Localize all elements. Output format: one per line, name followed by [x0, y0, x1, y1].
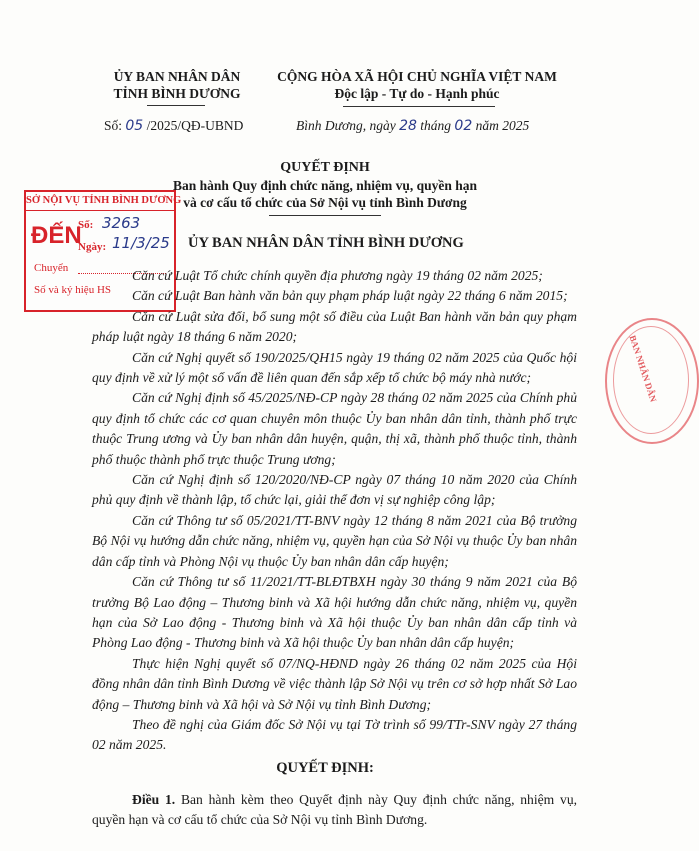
article-1 — [92, 790, 577, 830]
preamble-item: Căn cứ Luật Tổ chức chính quyền địa phương ngày 19 tháng 02 năm 2025; — [132, 268, 543, 283]
preamble-item: Căn cứ Thông tư số 11/2021/TT-BLĐTBXH ngày 30 tháng 9 năm 2021 của Bộ trưởng Bộ Lao động – Thương binh và Xã hội hướng dẫn chức năng, nhiệm vụ, quyền hạn của Sở Lao động - Thương binh và Xã hội thuộc Ủy ban nhân dân cấp tỉnh và Phòng Lao động - Thương binh và Xã hội thuộc Ủy ban nhân dân cấp huyện; — [92, 574, 577, 651]
stamp-so-value: 3263 — [102, 214, 141, 232]
article-1-label: Điều 1. — [132, 792, 176, 807]
issuer-block — [92, 68, 262, 102]
stamp-den: ĐẾN — [31, 222, 82, 249]
preamble-item: Thực hiện Nghị quyết số 07/NQ-HĐND ngày 26 tháng 02 năm 2025 của Hội đồng nhân dân tỉnh Bình Dương về việc thành lập Sở Nội vụ trên cơ sở hợp nhất Sở Lao động – Thương binh và Xã hội và Sở Nội vụ tỉnh Bình Dương; — [92, 655, 577, 712]
stamp-ngay-value: 11/3/25 — [112, 234, 170, 252]
date-prefix: Bình Dương, ngày — [296, 118, 396, 133]
motto-underline — [343, 106, 495, 107]
stamp-luu-label: Số và ký hiệu HS — [34, 284, 111, 296]
preamble-item: Căn cứ Luật sửa đổi, bổ sung một số điều của Luật Ban hành văn bản quy phạm pháp luật ngày 18 tháng 6 năm 2020; — [92, 308, 577, 345]
document-number — [104, 117, 243, 135]
decision-title: QUYẾT ĐỊNH — [280, 160, 370, 175]
doc-no-handwritten: 05 — [125, 118, 144, 134]
date-mid: tháng — [420, 118, 452, 133]
official-seal — [605, 318, 699, 444]
issuer-line1: ỦY BAN NHÂN DÂN — [113, 69, 241, 84]
stamp-ngay-label: Ngày: — [78, 241, 107, 253]
doc-no-prefix: Số: — [104, 118, 123, 133]
national-motto-block — [262, 68, 572, 102]
issuer-line2: TỈNH BÌNH DƯƠNG — [113, 86, 241, 101]
decision-subtitle-2: và cơ cấu tổ chức của Sở Nội vụ tỉnh Bình Dương — [183, 195, 467, 210]
preamble-item: Căn cứ Nghị định số 45/2025/NĐ-CP ngày 28 tháng 02 năm 2025 của Chính phủ quy định tổ chức các cơ quan chuyên môn thuộc Ủy ban nhân dân tỉnh, thành phố trực thuộc Trung ương và Ủy ban nhân dân huyện, quận, thị xã, thành phố thuộc tỉnh, thành phố thuộc thành phố trực thuộc Trung ương; — [92, 390, 577, 467]
preamble — [92, 266, 577, 756]
seal-text: BAN NHÂN DÂN — [627, 334, 659, 404]
date-month: 02 — [454, 118, 473, 134]
motto: Độc lập - Tự do - Hạnh phúc — [334, 86, 500, 101]
preamble-item: Theo đề nghị của Giám đốc Sở Nội vụ tại Tờ trình số 99/TTr-SNV ngày 27 tháng 02 năm 2025. — [92, 716, 577, 753]
stamp-header: SỞ NỘI VỤ TỈNH BÌNH DƯƠNG — [26, 192, 174, 211]
document-date — [296, 117, 529, 135]
issuer-underline — [147, 105, 205, 106]
stamp-chuyen-label: Chuyển — [34, 262, 69, 274]
date-suffix: năm 2025 — [475, 118, 530, 133]
preamble-item: Căn cứ Thông tư số 05/2021/TT-BNV ngày 12 tháng 8 năm 2021 của Bộ trưởng Bộ Nội vụ hướng dẫn chức năng, nhiệm vụ, quyền hạn của Sở Nội vụ thuộc Ủy ban nhân dân cấp tỉnh và Phòng Nội vụ thuộc Ủy ban nhân dân cấp huyện; — [92, 512, 577, 569]
preamble-item: Căn cứ Nghị định số 120/2020/NĐ-CP ngày 07 tháng 10 năm 2020 của Chính phủ quy định về thành lập, tổ chức lại, giải thể đơn vị sự nghiệp công lập; — [92, 472, 577, 508]
article-1-text: Ban hành kèm theo Quyết định này Quy định chức năng, nhiệm vụ, quyền hạn và cơ cấu tổ chức của Sở Nội vụ tỉnh Bình Dương. — [92, 792, 578, 827]
preamble-item: Căn cứ Nghị quyết số 190/2025/QH15 ngày 19 tháng 02 năm 2025 của Quốc hội quy định về xử lý một số vấn đề liên quan đến sắp xếp tổ chức bộ máy nhà nước; — [92, 349, 577, 386]
decision-subtitle-1: Ban hành Quy định chức năng, nhiệm vụ, quyền hạn — [172, 178, 478, 193]
date-day: 28 — [399, 118, 417, 134]
preamble-item: Căn cứ Luật Ban hành văn bản quy phạm pháp luật ngày 22 tháng 6 năm 2015; — [132, 288, 568, 304]
national-name: CỘNG HÒA XÃ HỘI CHỦ NGHĨA VIỆT NAM — [277, 69, 557, 84]
decision-heading: QUYẾT ĐỊNH: — [276, 760, 374, 776]
stamp-so-label: Số: — [78, 219, 94, 231]
doc-no-suffix: /2025/QĐ-UBND — [146, 118, 244, 133]
title-underline — [269, 215, 381, 216]
issuing-authority: ỦY BAN NHÂN DÂN TỈNH BÌNH DƯƠNG — [188, 235, 464, 251]
